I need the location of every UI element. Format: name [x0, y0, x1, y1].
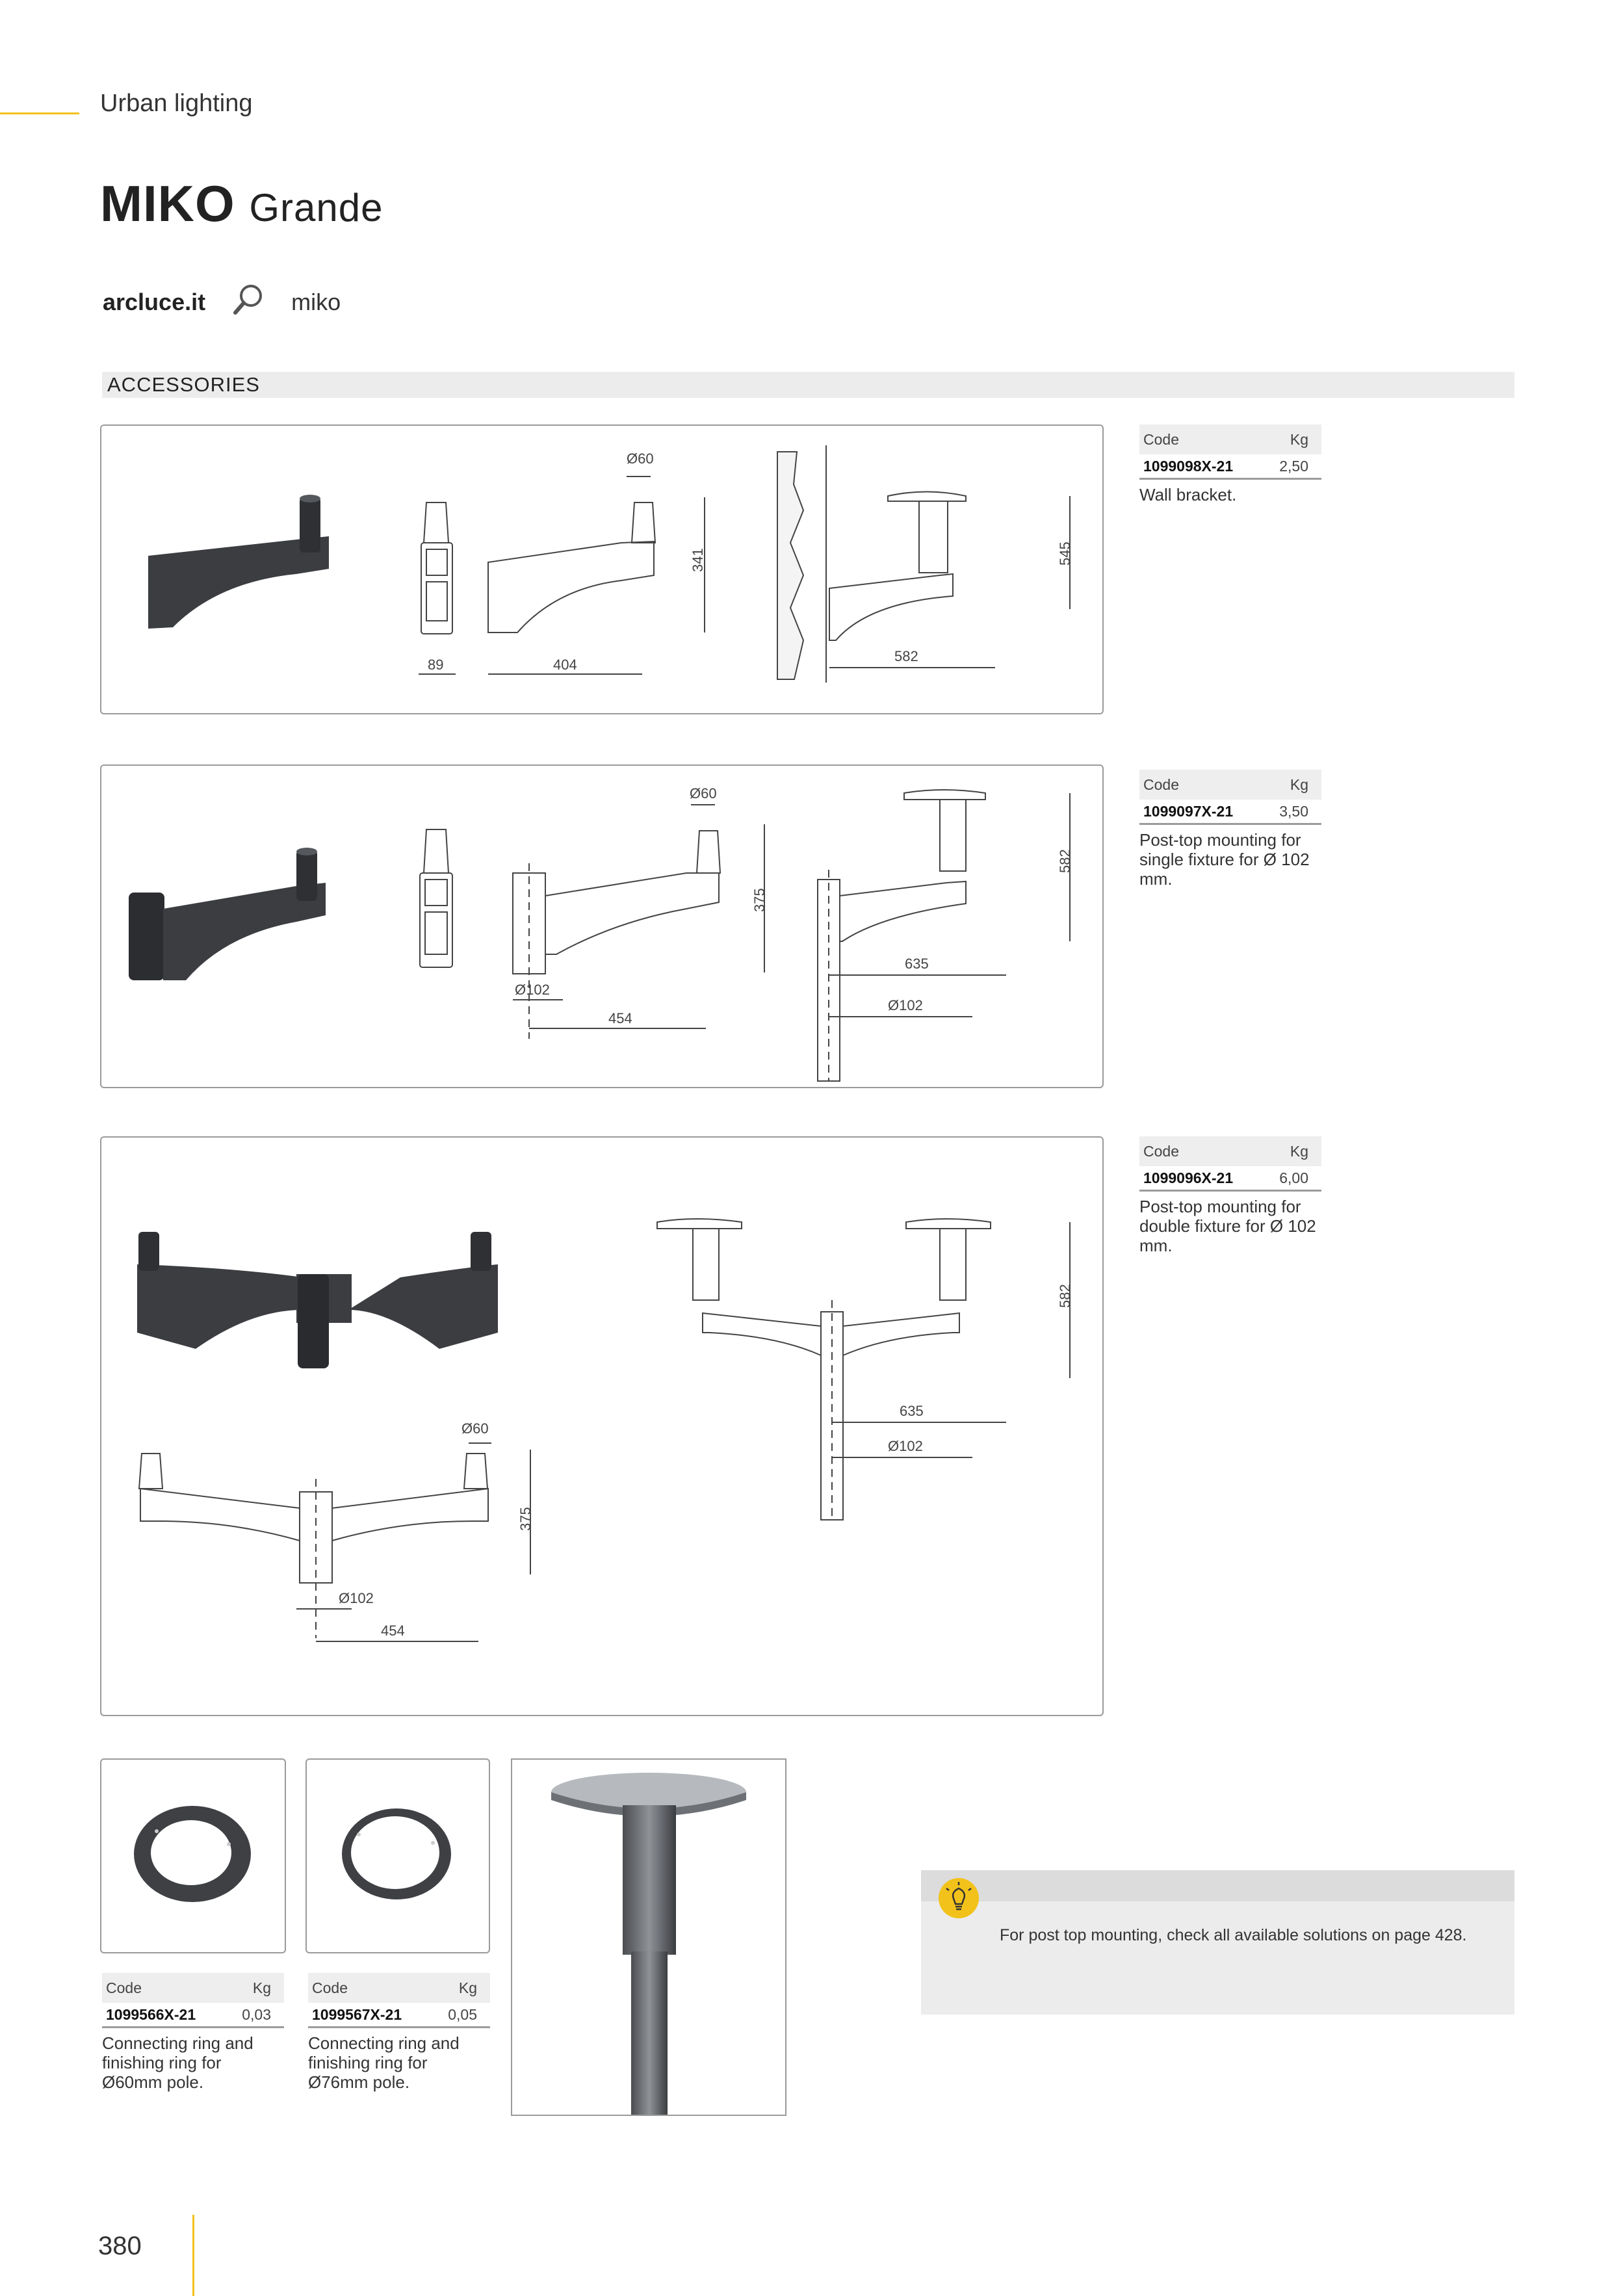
spec-row — [1139, 800, 1321, 825]
spec-row — [1139, 1166, 1321, 1192]
code-header: Code — [1143, 1142, 1179, 1160]
dim-454: 454 — [608, 1010, 632, 1026]
dim-d60: Ø60 — [627, 450, 654, 467]
product-weight: 6,00 — [1279, 1169, 1308, 1186]
accessory-panel-double-post-top — [100, 1136, 1104, 1716]
code-header: Code — [312, 1979, 348, 1996]
site-search[interactable] — [103, 286, 341, 319]
dim-89: 89 — [428, 657, 444, 673]
product-code: 1099097X-21 — [1143, 802, 1234, 820]
spec-ring-76 — [308, 1973, 490, 2092]
side-view — [513, 805, 764, 1039]
dim-582: 582 — [1057, 1284, 1073, 1308]
spec-row — [102, 2003, 284, 2028]
product-weight: 2,50 — [1279, 457, 1308, 475]
site-domain[interactable]: arcluce.it — [103, 289, 206, 315]
kg-header: Kg — [1290, 430, 1308, 448]
dim-d60: Ø60 — [461, 1420, 489, 1437]
spec-header — [1139, 770, 1321, 800]
spec-header — [1139, 1136, 1321, 1166]
single-post-top-drawing — [101, 766, 1102, 1087]
dim-635: 635 — [900, 1403, 924, 1419]
note-text: For post top mounting, check all available solutions on page 428. — [1000, 1926, 1467, 1944]
kg-header: Kg — [1290, 776, 1308, 793]
product-weight: 0,05 — [448, 2005, 477, 2023]
product-code: 1099098X-21 — [1143, 457, 1234, 475]
kg-header: Kg — [1290, 1142, 1308, 1160]
ring-76-render — [307, 1760, 489, 1952]
lightbulb-icon — [937, 1877, 980, 1923]
mounted-assembly — [657, 1219, 1070, 1521]
search-term[interactable]: miko — [291, 289, 341, 315]
product-description: Connecting ring and finishing ring for Ø60mm pole. — [102, 2033, 253, 2092]
dim-d60: Ø60 — [690, 785, 717, 802]
ring-panel-60 — [100, 1758, 286, 1953]
post-top-photo-panel — [511, 1758, 786, 2116]
dim-d102b: Ø102 — [888, 1438, 923, 1454]
ring-panel-76 — [305, 1758, 490, 1953]
dim-375: 375 — [751, 888, 768, 912]
side-view — [488, 476, 705, 674]
code-header: Code — [1143, 430, 1179, 448]
dim-375: 375 — [517, 1507, 534, 1531]
page-accent-line — [192, 2215, 194, 2296]
spec-wall-bracket — [1139, 424, 1321, 504]
wall-bracket-render — [148, 495, 329, 629]
dim-454: 454 — [381, 1623, 405, 1639]
product-description: Post-top mounting for double fixture for Ø 102 mm. — [1139, 1197, 1316, 1255]
spec-row — [308, 2003, 490, 2028]
product-weight: 3,50 — [1279, 802, 1308, 820]
product-description: Post-top mounting for single fixture for Ø 102 mm. — [1139, 830, 1310, 889]
dim-d102: Ø102 — [339, 1590, 374, 1606]
post-top-photo — [512, 1760, 785, 2115]
ring-60-render — [101, 1760, 285, 1952]
mounted-assembly — [818, 790, 1070, 1081]
spec-ring-60 — [102, 1973, 284, 2092]
single-post-top-render — [129, 848, 326, 980]
code-header: Code — [1143, 776, 1179, 793]
product-code: 1099566X-21 — [106, 2005, 196, 2023]
front-view — [420, 829, 452, 967]
accessories-label: ACCESSORIES — [107, 373, 260, 396]
accessory-panel-wall-bracket — [100, 424, 1104, 714]
side-view — [139, 1443, 530, 1641]
dim-582: 582 — [894, 648, 918, 664]
section-title: Urban lighting — [100, 90, 253, 117]
note-box — [921, 1870, 1514, 2015]
double-post-top-drawing — [101, 1138, 1102, 1715]
spec-row — [1139, 454, 1321, 480]
page-number: 380 — [98, 2232, 142, 2260]
accessories-heading — [102, 372, 1514, 398]
wall-assembly — [777, 445, 1070, 683]
product-description: Connecting ring and finishing ring for Ø76mm pole. — [308, 2033, 460, 2092]
dim-d102: Ø102 — [515, 982, 550, 998]
spec-single-post-top — [1139, 770, 1321, 889]
kg-header: Kg — [252, 1979, 271, 1996]
note-header-bar — [921, 1870, 1514, 1901]
product-name-light: Grande — [249, 186, 383, 229]
wall-bracket-drawing — [101, 426, 1102, 713]
dim-d102b: Ø102 — [888, 997, 923, 1013]
front-view — [419, 502, 456, 674]
code-header: Code — [106, 1979, 142, 1996]
spec-header — [1139, 424, 1321, 454]
spec-header — [308, 1973, 490, 2003]
product-code: 1099096X-21 — [1143, 1169, 1234, 1186]
dim-404: 404 — [553, 657, 577, 673]
accessory-panel-single-post-top — [100, 764, 1104, 1088]
double-post-top-render — [137, 1232, 498, 1368]
product-title — [100, 174, 383, 233]
product-code: 1099567X-21 — [312, 2005, 402, 2023]
dim-341: 341 — [690, 548, 706, 572]
section-accent-line — [0, 112, 79, 114]
dim-545: 545 — [1057, 541, 1073, 566]
product-description: Wall bracket. — [1139, 485, 1237, 504]
spec-double-post-top — [1139, 1136, 1321, 1255]
search-icon[interactable] — [231, 283, 265, 322]
product-name-bold: MIKO — [100, 175, 235, 232]
dim-635: 635 — [905, 956, 929, 972]
dim-582: 582 — [1057, 849, 1073, 873]
spec-header — [102, 1973, 284, 2003]
kg-header: Kg — [458, 1979, 477, 1996]
product-weight: 0,03 — [242, 2005, 271, 2023]
